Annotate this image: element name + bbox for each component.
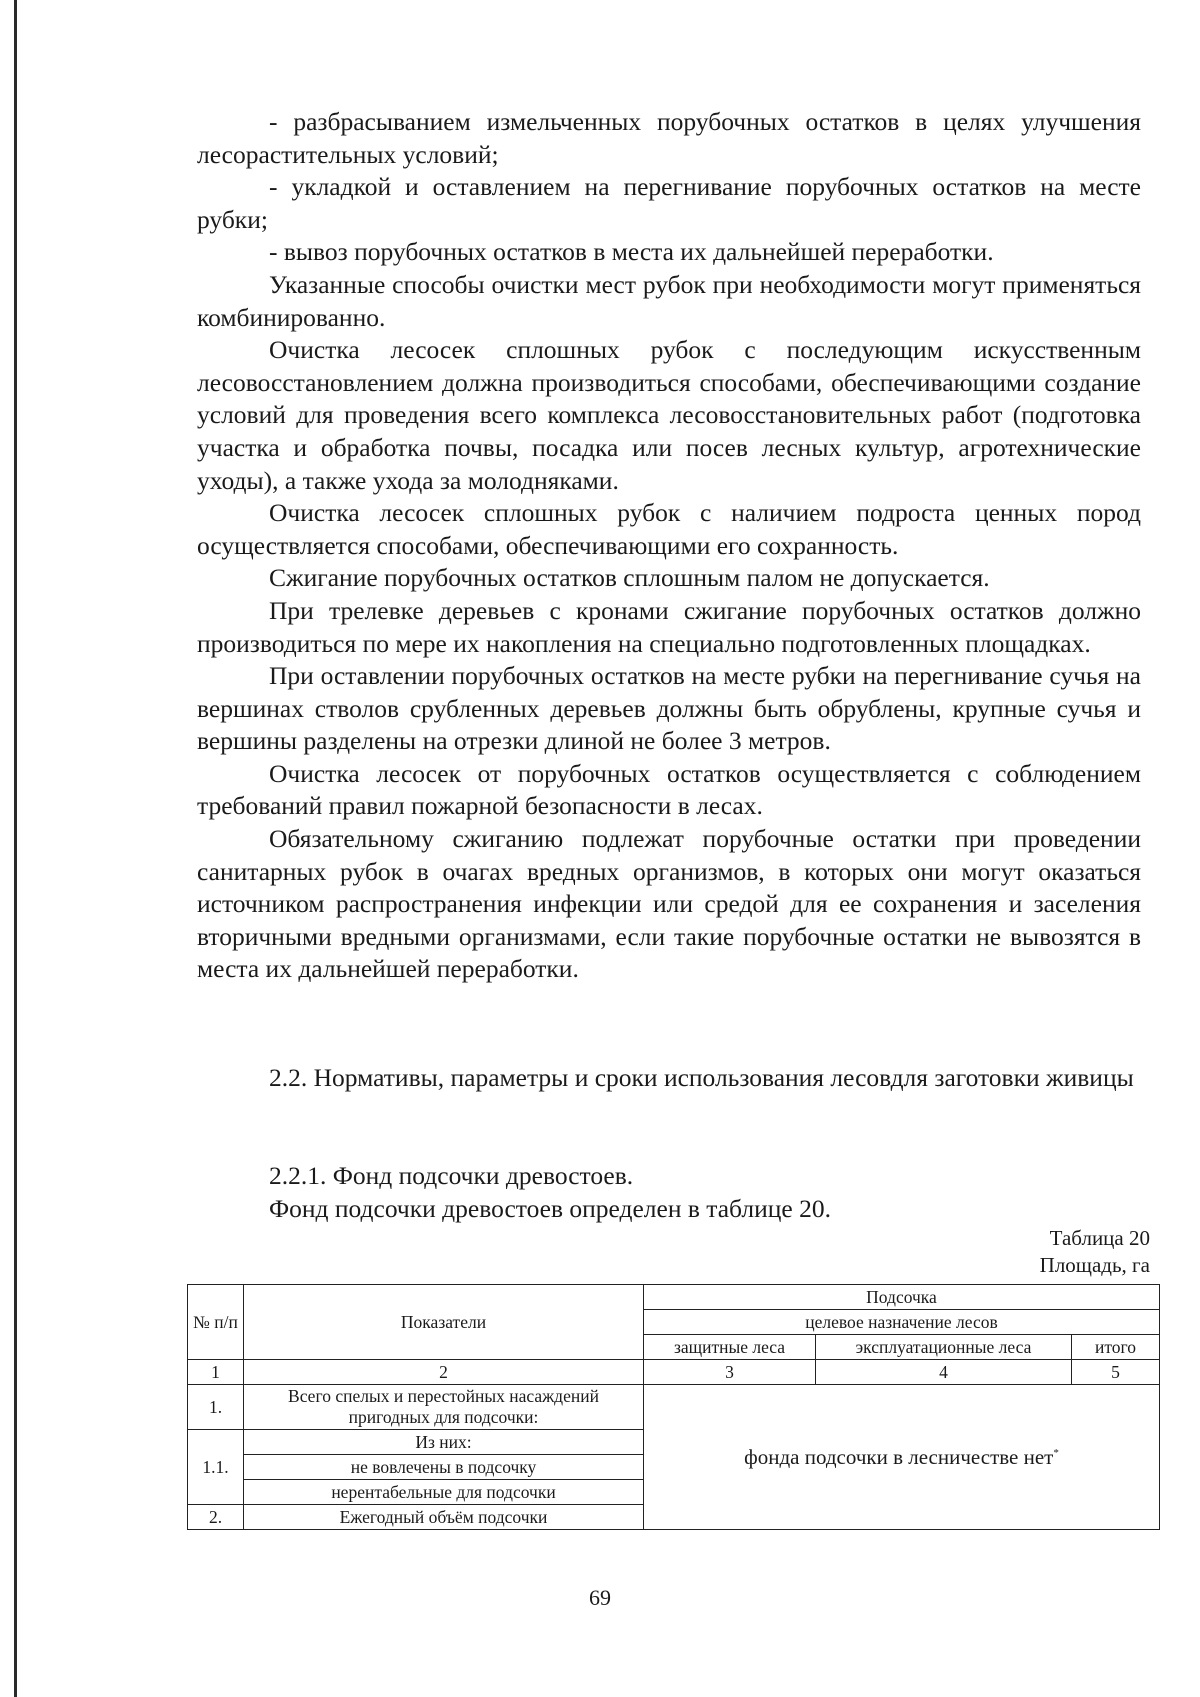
paragraph: - вывоз порубочных остатков в места их дальнейшей переработки. xyxy=(269,237,994,267)
row-label: Ежегодный объём подсочки xyxy=(244,1505,644,1530)
header-number: № п/п xyxy=(188,1285,244,1360)
table-caption-number: Таблица 20 xyxy=(1049,1226,1150,1250)
paragraph: Очистка лесосек сплошных рубок с последующим искусственным лесовосстановлением должна производиться способами, обеспечивающими создание условий для проведения всего комплекса лесовосстановительных работ (подготовка участка и обработка почвы, посадка или посев лесных культур, агротехнические уходы), а также ухода за молодняками. xyxy=(197,335,1141,495)
column-number: 5 xyxy=(1072,1360,1160,1385)
table-header-row xyxy=(188,1285,1160,1310)
row-number: 1.1. xyxy=(188,1430,244,1505)
header-exploitation: эксплуатационные леса xyxy=(816,1335,1072,1360)
body-text xyxy=(197,106,1141,986)
row-number: 2. xyxy=(188,1505,244,1530)
section-heading xyxy=(197,1062,1141,1095)
merged-note: фонда подсочки в лесничестве нет xyxy=(744,1444,1054,1469)
paragraph: Указанные способы очистки мест рубок при необходимости могут применяться комбинированно. xyxy=(197,269,1141,332)
table-row xyxy=(188,1385,1160,1430)
paragraph: Сжигание порубочных остатков сплошным палом не допускается. xyxy=(269,563,990,593)
column-number: 3 xyxy=(644,1360,816,1385)
row-label: не вовлечены в подсочку xyxy=(244,1455,644,1480)
merged-note-cell xyxy=(644,1385,1160,1530)
row-number: 1. xyxy=(188,1385,244,1430)
row-label: Из них: xyxy=(244,1430,644,1455)
paragraph: - укладкой и оставлением на перегнивание порубочных остатков на месте рубки; xyxy=(197,172,1141,234)
header-total: итого xyxy=(1072,1335,1160,1360)
row-label: нерентабельные для подсочки xyxy=(244,1480,644,1505)
column-number: 4 xyxy=(816,1360,1072,1385)
subsection-text: Фонд подсочки древостоев определен в таблице 20. xyxy=(269,1193,831,1223)
header-subgroup: целевое назначение лесов xyxy=(644,1310,1160,1335)
paragraph: При трелевке деревьев с кронами сжигание порубочных остатков должно производиться по мере их накопления на специально подготовленных площадках. xyxy=(197,595,1141,658)
paragraph: Очистка лесосек от порубочных остатков осуществляется с соблюдением требований правил пожарной безопасности в лесах. xyxy=(197,758,1141,821)
footnote-mark: * xyxy=(1053,1446,1059,1459)
table-caption-unit: Площадь, га xyxy=(1039,1253,1150,1277)
paragraph: - разбрасыванием измельченных порубочных остатков в целях улучшения лесорастительных условий; xyxy=(197,107,1141,169)
column-number: 1 xyxy=(188,1360,244,1385)
header-protective: защитные леса xyxy=(644,1335,816,1360)
section-title: 2.2. Нормативы, параметры и сроки использования лесовдля заготовки живицы xyxy=(269,1063,1134,1092)
column-number: 2 xyxy=(244,1360,644,1385)
header-group: Подсочка xyxy=(644,1285,1160,1310)
header-indicators: Показатели xyxy=(244,1285,644,1360)
row-label: Всего спелых и перестойных насаждений пригодных для подсочки: xyxy=(244,1385,644,1430)
subsection-title: 2.2.1. Фонд подсочки древостоев. xyxy=(269,1161,634,1190)
page-number: 69 xyxy=(589,1585,611,1610)
paragraph: Обязательному сжиганию подлежат порубочные остатки при проведении санитарных рубок в очагах вредных организмов, в которых они могут оказаться источником распространения инфекции или средой для ее сохранения и заселения вторичными вредными организмами, если такие порубочные остатки не вывозятся в места их дальнейшей переработки. xyxy=(197,824,1141,984)
paragraph: При оставлении порубочных остатков на месте рубки на перегнивание сучья на вершинах стволов срубленных деревьев должны быть обрублены, крупные сучья и вершины разделены на отрезки длиной не более 3 метров. xyxy=(197,661,1141,756)
table-column-numbers-row xyxy=(188,1360,1160,1385)
paragraph: Очистка лесосек сплошных рубок с наличием подроста ценных пород осуществляется способами, обеспечивающими его сохранность. xyxy=(197,498,1141,560)
fund-table xyxy=(187,1284,1160,1530)
scan-edge-line xyxy=(14,0,17,1697)
subsection-block xyxy=(197,1160,1141,1225)
